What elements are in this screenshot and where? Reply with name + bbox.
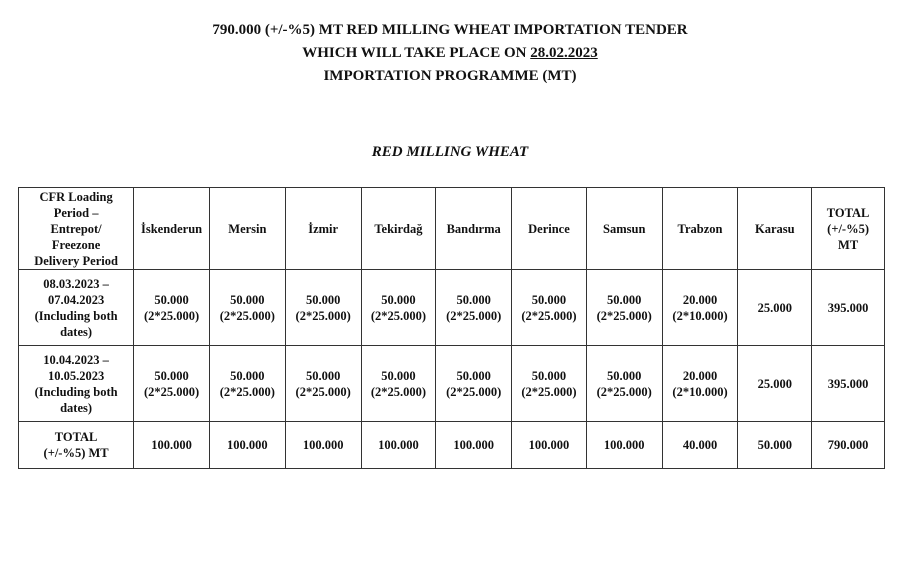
row-total-cell-text: 395.000: [827, 300, 869, 315]
table-row: [19, 346, 885, 422]
port-header-trabzon-text: Trabzon: [677, 221, 723, 236]
port-total-cell-text: 100.000: [151, 438, 192, 452]
quantity-cell-text: 50.000: [607, 292, 642, 307]
quantity-cell-text: 50.000: [230, 292, 265, 307]
port-header-samsun: [586, 188, 662, 270]
table-subtitle: RED MILLING WHEAT: [371, 144, 529, 160]
quantity-cell-text: 25.000: [757, 300, 792, 315]
quantity-cell-text: 50.000: [381, 292, 416, 307]
period-cell-text: (Including both: [34, 384, 118, 399]
port-total-cell: [662, 422, 738, 469]
header-date-prefix: WHICH WILL TAKE PLACE ON: [302, 45, 531, 61]
quantity-cell-text: 25.000: [757, 376, 792, 391]
port-header-i̇zmir-text: İzmir: [308, 221, 339, 236]
totals-label-cell-text: TOTAL: [54, 430, 98, 444]
port-header-i̇skenderun: [134, 188, 210, 270]
port-total-cell: [436, 422, 512, 469]
quantity-cell-text: 50.000: [456, 292, 491, 307]
quantity-cell: [361, 270, 436, 346]
quantity-cell-text: 50.000: [154, 368, 189, 383]
quantity-cell: [436, 270, 512, 346]
period-cell-text: dates): [60, 324, 93, 339]
total-column-header-text: MT: [838, 237, 859, 252]
quantity-cell-text: (2*25.000): [521, 308, 577, 323]
quantity-cell: [134, 270, 210, 346]
period-cell: [19, 270, 134, 346]
row-total-cell-text: 395.000: [827, 376, 869, 391]
period-column-header-text: Delivery Period: [34, 253, 118, 268]
header-title-line1: 790.000 (+/-%5) MT RED MILLING WHEAT IMPORTATION TENDER: [212, 22, 688, 38]
quantity-cell-text: (2*25.000): [521, 384, 577, 399]
totals-row: [19, 422, 885, 469]
quantity-cell-text: 50.000: [531, 368, 567, 383]
port-header-samsun-text: Samsun: [603, 221, 646, 236]
period-cell-text: (Including both: [34, 308, 118, 323]
port-total-cell: [134, 422, 210, 469]
port-total-cell-text: 100.000: [603, 438, 645, 452]
port-header-derince: [512, 188, 587, 270]
header-title-line3: IMPORTATION PROGRAMME (MT): [323, 68, 577, 84]
totals-label-cell-text: (+/-%5) MT: [43, 446, 109, 460]
quantity-cell-text: (2*25.000): [219, 384, 275, 399]
quantity-cell: [738, 346, 812, 422]
total-column-header-text: TOTAL: [826, 205, 870, 220]
quantity-cell: [134, 346, 210, 422]
table-header-row: [19, 188, 885, 270]
row-total-cell: [812, 346, 885, 422]
grand-total-cell-text: 790.000: [827, 438, 869, 452]
quantity-cell-text: 50.000: [607, 368, 642, 383]
quantity-cell-text: (2*25.000): [143, 384, 200, 399]
quantity-cell-text: 50.000: [305, 292, 341, 307]
port-header-karasu: [738, 188, 812, 270]
period-cell-text: 08.03.2023 –: [43, 276, 109, 291]
port-total-cell: [209, 422, 285, 469]
quantity-cell-text: (2*25.000): [143, 308, 200, 323]
total-column-header-text: (+/-%5): [827, 221, 869, 236]
quantity-cell-text: (2*10.000): [672, 384, 728, 399]
quantity-cell: [738, 270, 812, 346]
period-column-header-text: Freezone: [51, 237, 101, 252]
totals-label-cell: [19, 422, 134, 469]
period-cell: [19, 346, 134, 422]
quantity-cell-text: (2*25.000): [446, 308, 502, 323]
table-row: [19, 270, 885, 346]
quantity-cell-text: (2*25.000): [370, 308, 427, 323]
document-header: [0, 19, 900, 88]
port-total-cell: [512, 422, 587, 469]
quantity-cell: [361, 346, 436, 422]
port-total-cell: [586, 422, 662, 469]
port-total-cell-text: 100.000: [378, 438, 419, 452]
port-total-cell-text: 100.000: [528, 438, 570, 452]
port-total-cell-text: 50.000: [757, 438, 792, 452]
row-total-cell: [812, 270, 885, 346]
quantity-cell: [512, 346, 587, 422]
port-header-mersin: [209, 188, 285, 270]
port-header-i̇zmir: [285, 188, 361, 270]
quantity-cell-text: 50.000: [230, 368, 265, 383]
quantity-cell-text: 50.000: [381, 368, 416, 383]
port-total-cell-text: 100.000: [302, 438, 344, 452]
quantity-cell-text: (2*25.000): [370, 384, 427, 399]
header-title-line2: [0, 42, 900, 65]
quantity-cell-text: 20.000: [682, 292, 718, 307]
quantity-cell: [436, 346, 512, 422]
port-header-trabzon: [662, 188, 738, 270]
port-total-cell-text: 100.000: [227, 438, 268, 452]
quantity-cell: [209, 270, 285, 346]
quantity-cell-text: 50.000: [456, 368, 491, 383]
quantity-cell: [662, 270, 738, 346]
quantity-cell-text: (2*25.000): [295, 384, 351, 399]
port-total-cell: [285, 422, 361, 469]
quantity-cell-text: 50.000: [154, 292, 189, 307]
quantity-cell-text: (2*25.000): [596, 308, 652, 323]
port-header-tekirdağ: [361, 188, 436, 270]
quantity-cell-text: 50.000: [531, 292, 567, 307]
grand-total-cell: [812, 422, 885, 469]
total-column-header: [812, 188, 885, 270]
period-column-header-text: Period –: [53, 205, 99, 220]
quantity-cell: [586, 346, 662, 422]
port-header-bandırma: [436, 188, 512, 270]
importation-programme-table: [18, 187, 885, 469]
quantity-cell-text: 50.000: [305, 368, 341, 383]
port-total-cell: [738, 422, 812, 469]
quantity-cell-text: 20.000: [682, 368, 718, 383]
period-column-header-text: Entrepot/: [50, 221, 102, 236]
quantity-cell: [512, 270, 587, 346]
period-column-header-text: CFR Loading: [39, 189, 113, 204]
quantity-cell: [285, 346, 361, 422]
port-header-bandırma-text: Bandırma: [446, 221, 501, 236]
quantity-cell-text: (2*25.000): [596, 384, 652, 399]
port-header-derince-text: Derince: [528, 221, 570, 236]
quantity-cell-text: (2*10.000): [672, 308, 728, 323]
period-cell-text: 10.04.2023 –: [43, 352, 109, 367]
port-header-tekirdağ-text: Tekirdağ: [374, 221, 423, 236]
period-cell-text: dates): [60, 400, 93, 415]
port-total-cell-text: 100.000: [453, 438, 494, 452]
quantity-cell-text: (2*25.000): [446, 384, 502, 399]
quantity-cell: [662, 346, 738, 422]
port-header-karasu-text: Karasu: [754, 221, 795, 236]
quantity-cell-text: (2*25.000): [219, 308, 275, 323]
period-column-header: [19, 188, 134, 270]
period-cell-text: 07.04.2023: [47, 292, 105, 307]
port-header-i̇skenderun-text: İskenderun: [141, 221, 203, 236]
port-total-cell: [361, 422, 436, 469]
period-cell-text: 10.05.2023: [47, 368, 105, 383]
port-total-cell-text: 40.000: [682, 438, 718, 452]
quantity-cell: [209, 346, 285, 422]
quantity-cell: [586, 270, 662, 346]
quantity-cell-text: (2*25.000): [295, 308, 351, 323]
quantity-cell: [285, 270, 361, 346]
port-header-mersin-text: Mersin: [228, 221, 267, 236]
tender-date: 28.02.2023: [530, 45, 598, 61]
